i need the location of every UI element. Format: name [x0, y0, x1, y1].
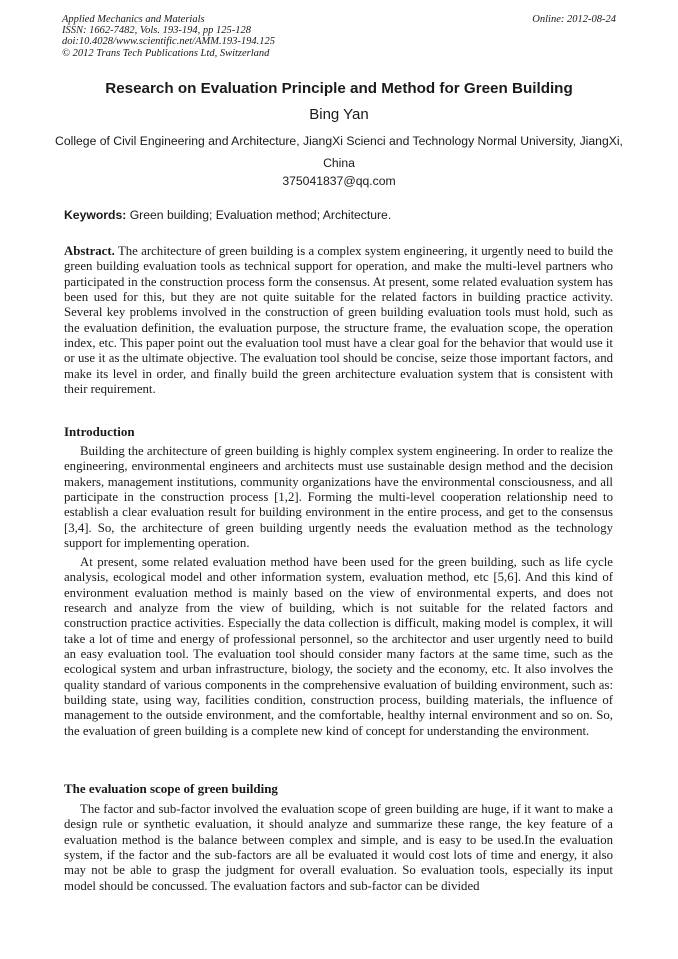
keywords-line [64, 208, 616, 222]
scope-paragraph-1: The factor and sub-factor involved the evaluation scope of green building are huge, if it want to make a design rule or synthetic evaluation, it should analyze and summarize these range, the key feature of a evaluation method is the balance between complex and simple, and is easy to be used.In the evaluation system, if the factor and the sub-factors are all be evaluated it would cost lots of time and energy, it also may not be able to grasp the judgment for overall evaluation. So evaluation tools, especially its input model should be concussed. The evaluation factors and sub-factor can be divided [64, 802, 613, 893]
intro-paragraph-2: At present, some related evaluation method have been used for the green building, such as life cycle analysis, ecological model and other information system, evaluation method, etc [5,6]. And this kind of environment evaluation method is mainly based on the view of environmental experts, and does not research and analyze from the view of building, which is not suitable for the related factors and construction practice activities. Especially the data collection is difficult, making model is complex, it will take a lot of time and energy of professional personnel, so the architector and user urgently need to build an easy evaluation tool. The evaluation tool should consider many factors at the same time, such as the ecological system and urban infrastructure, biology, the society and the economy, etc. It also involves the quality standard of various components in the comprehensive evaluation of building environment, such as: building state, using way, facilities condition, construction process, building materials, the influence of management to the outside environment, and the comfortable, healthy internal environment and so on. So, the evaluation of green building is a complete new kind of concept for understanding the environment. [64, 555, 613, 738]
online-date: Online: 2012-08-24 [532, 14, 616, 25]
introduction-heading: Introduction [64, 424, 135, 439]
copyright-line: © 2012 Trans Tech Publications Ltd, Switzerland [62, 47, 270, 59]
paper-title: Research on Evaluation Principle and Method for Green Building [105, 80, 573, 97]
abstract-paragraph [64, 244, 613, 397]
abstract-text: The architecture of green building is a complex system engineering, it urgently need to build the green building evaluation tools as technical support for operation, and make the multi-level partners who participated in the construction process form the consensus. At present, some related evaluation system has been used for this, but they are not quite suitable for the related factors in building practice activity. Several key problems involved in the construction of green building evaluation tools must hold, such as the evaluation definition, the evaluation purpose, the structure frame, the evaluation scope, the operation index, etc. This paper point out the evaluation tool must have a clear goal for the behavior that would use it or use it as the ultimate objective. The evaluation tool should be concise, seize those important factors, and make its level in order, and finally build the green architecture evaluation system that is consistent with their requirement. [64, 244, 613, 397]
scope-heading: The evaluation scope of green building [64, 781, 278, 796]
abstract-label: Abstract. [64, 244, 115, 258]
intro-paragraph-1: Building the architecture of green building is highly complex system engineering. In order to realize the engineering, environmental engineers and architects must use sustainable design method and the decision makers, management institutions, community organizations have the environmental consciousness, and all participate in the construction process [1,2]. Forming the multi-level cooperation relationship need to establish a clear evaluation result for building environment in the entire process, and get to the consensus [3,4]. So, the architecture of green building urgently needs the evaluation method as the technology support for implementing operation. [64, 444, 613, 551]
doi-line[interactable]: doi:10.4028/www.scientific.net/AMM.193-194.125 [62, 36, 275, 48]
journal-name: Applied Mechanics and Materials [62, 14, 205, 25]
author-email[interactable]: 375041837@qq.com [282, 174, 396, 188]
keywords-text: Green building; Evaluation method; Architecture. [129, 208, 392, 222]
author-name: Bing Yan [309, 106, 369, 123]
journal-header [62, 14, 275, 59]
author-affiliation: College of Civil Engineering and Architecture, JiangXi Scienci and Technology Normal University, JiangXi, China [55, 134, 623, 170]
issn-line: ISSN: 1662-7482, Vols. 193-194, pp 125-128 [62, 25, 251, 37]
keywords-label: Keywords: [64, 208, 127, 222]
